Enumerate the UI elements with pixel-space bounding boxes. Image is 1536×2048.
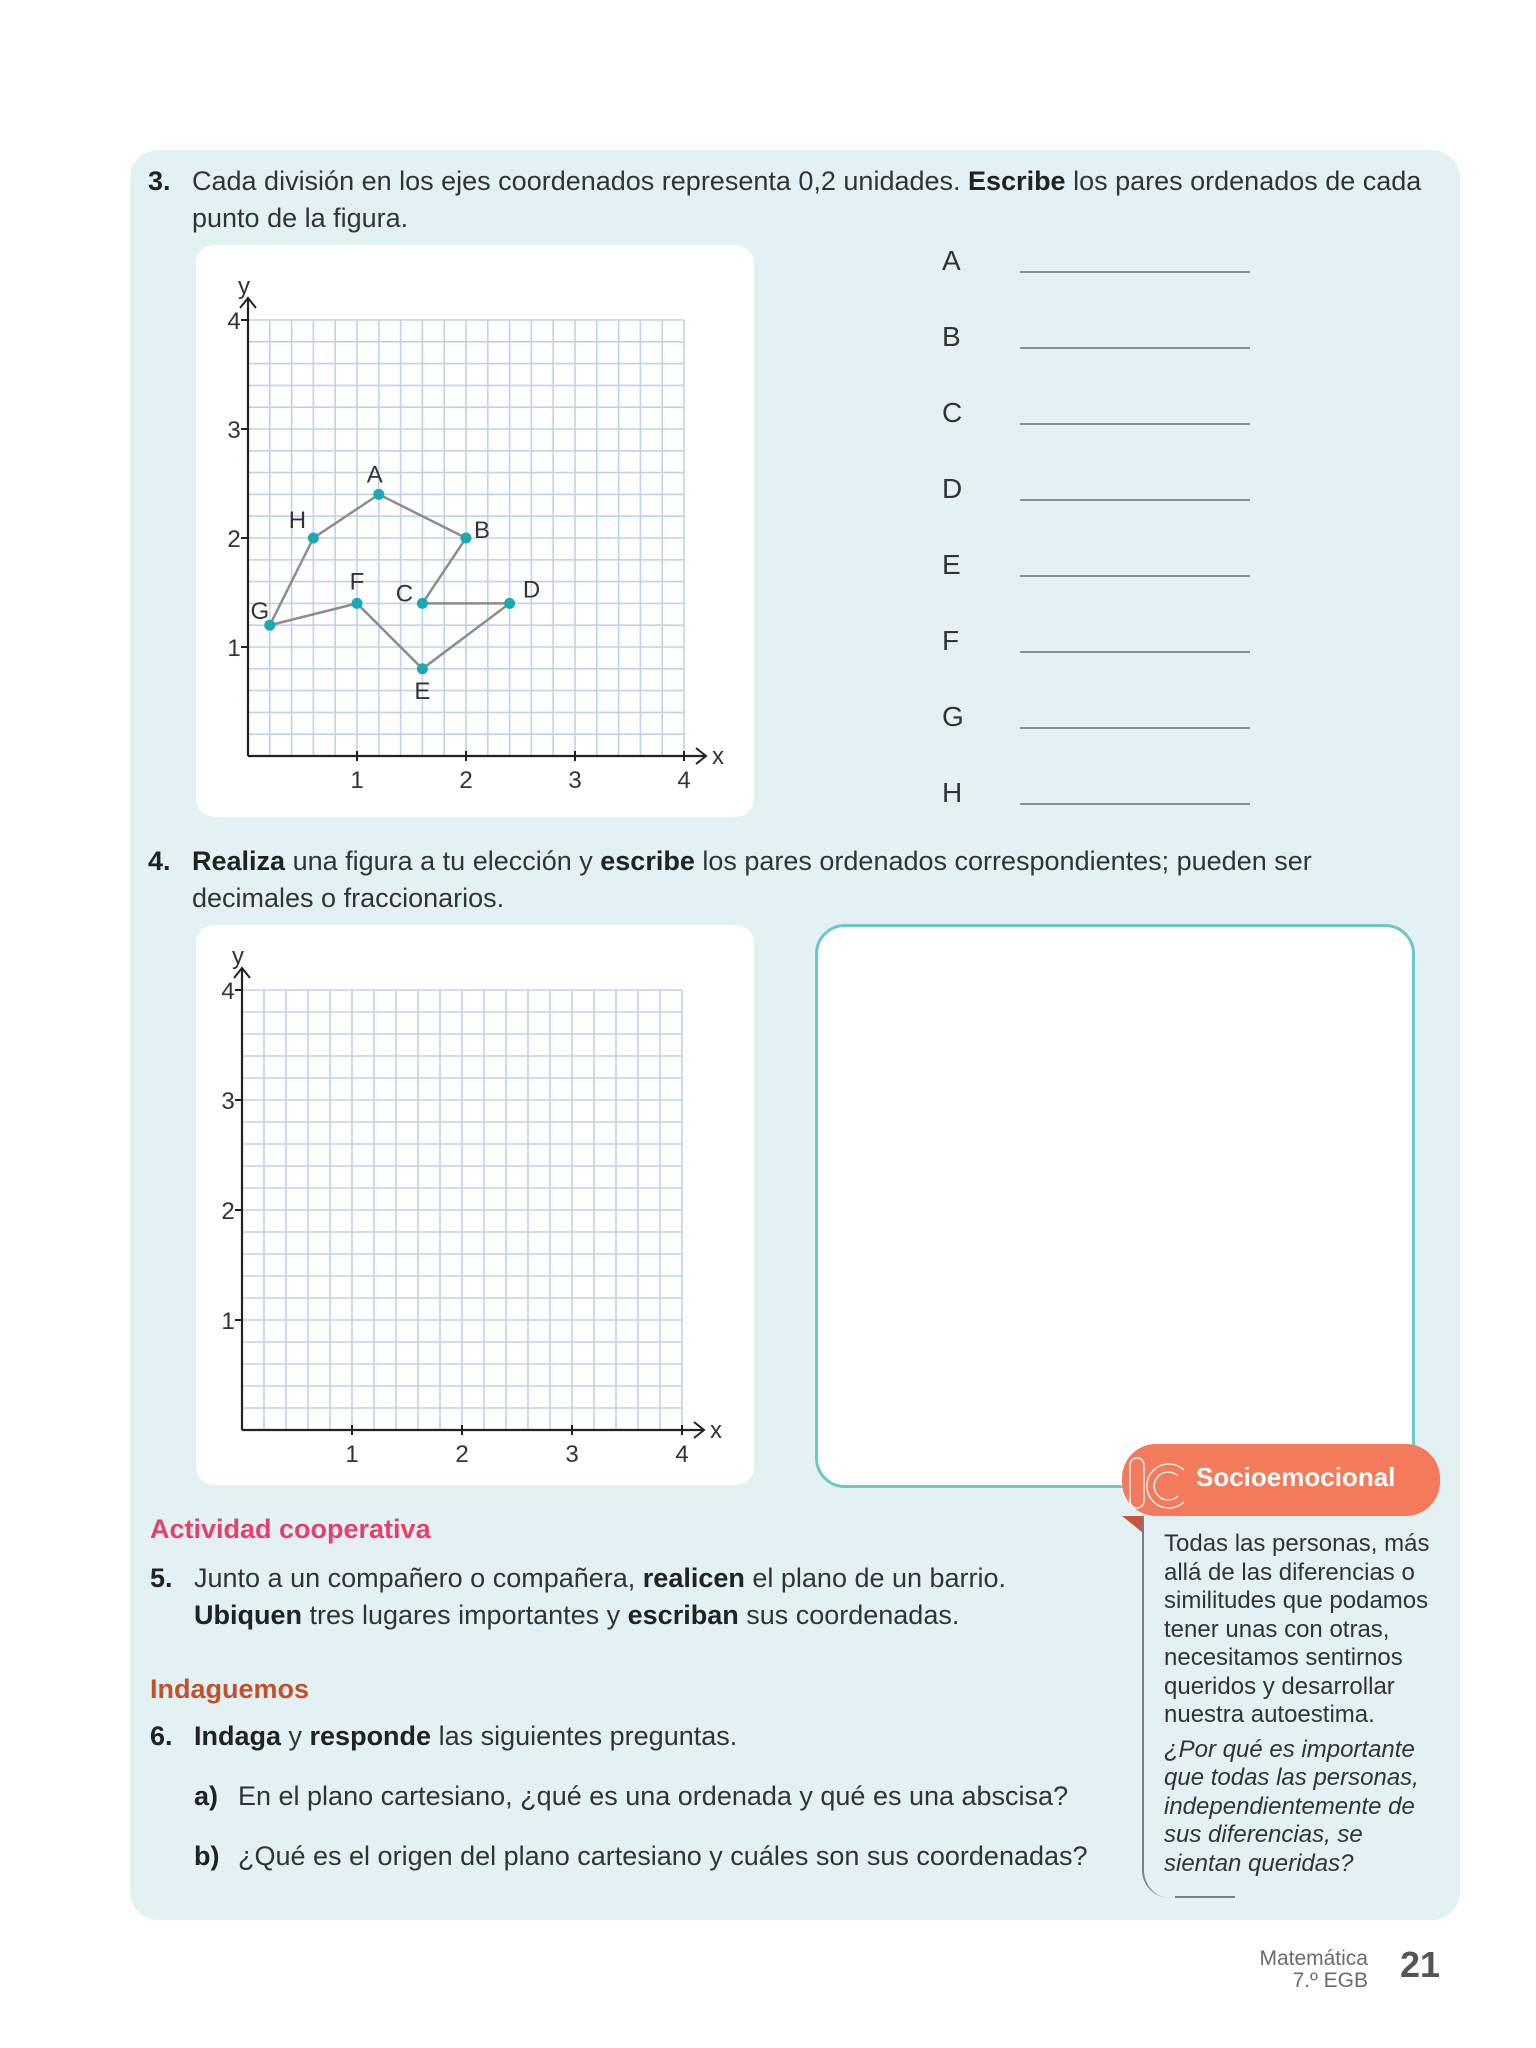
answer-blank[interactable]: [1020, 423, 1250, 425]
svg-text:y: y: [232, 943, 244, 970]
svg-text:x: x: [712, 743, 724, 770]
answer-row-d: [930, 473, 1250, 513]
svg-text:G: G: [250, 598, 270, 626]
coordinate-plane-figure: [196, 245, 754, 817]
svg-text:H: H: [288, 507, 307, 534]
svg-text:4: 4: [675, 1441, 689, 1468]
question-a: a) En el plano cartesiano, ¿qué es una ordenada y qué es una abscisa?: [194, 1781, 1069, 1811]
svg-text:2: 2: [227, 526, 241, 553]
answer-row-a: [930, 245, 1250, 285]
svg-text:E: E: [414, 677, 431, 705]
answer-row-b: [930, 321, 1250, 361]
svg-text:4: 4: [677, 767, 691, 794]
footer-subject: Matemática 7.º EGB: [1259, 1947, 1368, 1992]
exercise-number: 3.: [148, 166, 171, 196]
point-label: C: [942, 397, 963, 428]
point-label: B: [942, 321, 961, 352]
badge-fold: [1122, 1516, 1142, 1532]
ic-logo-icon: [1126, 1444, 1196, 1516]
point-label: H: [942, 777, 963, 808]
answer-row-e: [930, 549, 1250, 589]
answer-row-g: [930, 701, 1250, 741]
answer-row-c: [930, 397, 1250, 437]
point-label: G: [942, 701, 964, 732]
svg-text:x: x: [710, 1417, 722, 1444]
answer-blank[interactable]: [1020, 499, 1250, 501]
answer-row-f: [930, 625, 1250, 665]
exercise-5-prompt: 5. Junto a un compañero o compañera, realicen el plano de un barrio. Ubiquen tres lugares importantes y escriban sus coordenadas.: [150, 1563, 1007, 1630]
exercise-3-prompt: 3. Cada división en los ejes coordenados representa 0,2 unidades. Escribe los pares ordenados de cada punto de la figura.: [148, 163, 1448, 237]
svg-text:F: F: [349, 568, 365, 596]
page-number: 21: [1400, 1944, 1441, 1985]
answer-blank[interactable]: [1020, 651, 1250, 653]
svg-text:2: 2: [459, 767, 473, 794]
svg-text:B: B: [473, 517, 491, 544]
svg-text:1: 1: [350, 767, 364, 794]
point-label: F: [942, 625, 960, 656]
exercise-6-prompt: 6. Indaga y responde las siguientes preguntas.: [150, 1721, 738, 1751]
point-label: D: [942, 473, 963, 504]
chart-card-2: [196, 925, 754, 1485]
point-label: A: [942, 245, 961, 276]
answer-box[interactable]: [815, 924, 1415, 1488]
section-heading-cooperativa: Actividad cooperativa: [150, 1514, 431, 1544]
svg-text:2: 2: [455, 1441, 469, 1468]
answer-row-h: [930, 777, 1250, 817]
section-heading-indaguemos: Indaguemos: [150, 1674, 310, 1704]
divider: [1175, 1896, 1235, 1898]
svg-text:1: 1: [227, 635, 241, 662]
chart-card-1: [196, 245, 754, 817]
socioemocional-badge: [1122, 1444, 1440, 1516]
answer-blank[interactable]: [1020, 575, 1250, 577]
svg-text:3: 3: [568, 767, 582, 794]
svg-text:1: 1: [345, 1441, 359, 1468]
socioemocional-body: Todas las personas, más allá de las diferencias o similitudes que podamos tener unas con otras, necesitamos sentirnos queridos y desarrollar nuestra autoestima. ¿Por qué es importante que todas las personas, independientemente de sus diferencias, se sientan queridas?: [1142, 1516, 1444, 1898]
svg-text:4: 4: [227, 308, 241, 335]
svg-text:D: D: [522, 576, 541, 604]
svg-text:3: 3: [227, 417, 241, 444]
point-label: E: [942, 549, 961, 580]
svg-text:3: 3: [565, 1441, 579, 1468]
answer-blank[interactable]: [1020, 803, 1250, 805]
exercise-4-prompt: 4. Realiza una figura a tu elección y escribe los pares ordenados correspondientes; pueden ser decimales o fraccionarios.: [148, 846, 1312, 913]
svg-text:y: y: [238, 273, 250, 300]
svg-text:2: 2: [221, 1198, 235, 1225]
svg-text:C: C: [395, 580, 414, 608]
answer-blank[interactable]: [1020, 347, 1250, 349]
svg-text:4: 4: [221, 978, 235, 1005]
svg-text:3: 3: [221, 1088, 235, 1115]
empty-coordinate-plane[interactable]: [196, 925, 754, 1485]
answer-blank[interactable]: [1020, 271, 1250, 273]
svg-text:1: 1: [221, 1308, 235, 1335]
answer-blank[interactable]: [1020, 727, 1250, 729]
socioemocional-title: Socioemocional: [1196, 1462, 1396, 1492]
question-b: b) ¿Qué es el origen del plano cartesiano y cuáles son sus coordenadas?: [194, 1841, 1088, 1871]
svg-text:A: A: [366, 461, 383, 489]
